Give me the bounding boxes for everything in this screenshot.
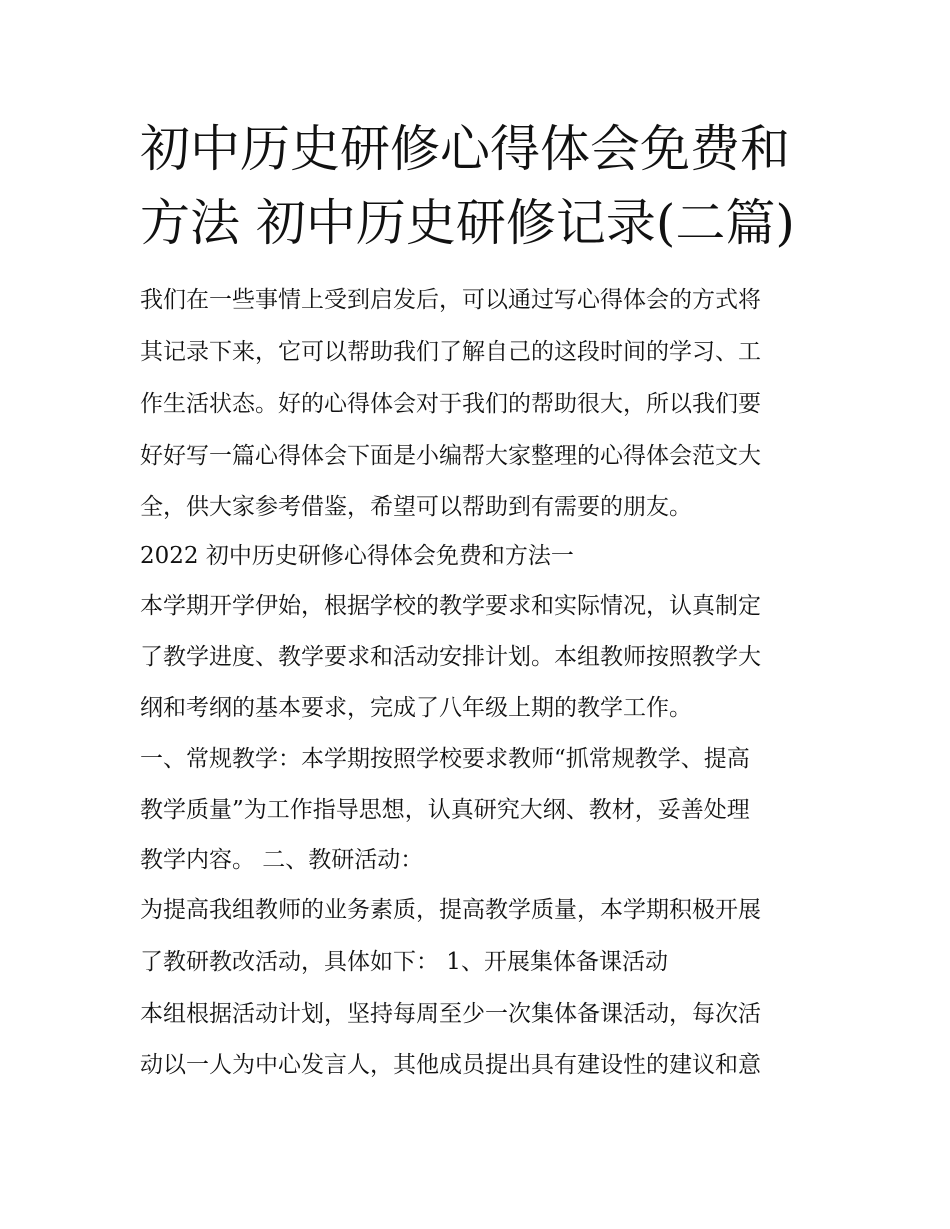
body-line: 作生活状态。好的心得体会对于我们的帮助很大，所以我们要 — [140, 391, 761, 417]
body-line: 纲和考纲的基本要求，完成了八年级上期的教学工作。 — [140, 695, 692, 721]
body-line: 其记录下来，它可以帮助我们了解自己的这段时间的学习、工 — [140, 339, 761, 365]
body-line: 本组根据活动计划，坚持每周至少一次集体备课活动，每次活 — [140, 1001, 761, 1027]
document-title — [140, 112, 820, 260]
body-line: 了教研教改活动，具体如下： 1、开展集体备课活动 — [140, 949, 668, 975]
body-line: 为提高我组教师的业务素质，提高教学质量，本学期积极开展 — [140, 897, 761, 923]
section-heading: 2022 初中历史研修心得体会免费和方法一 — [140, 543, 574, 569]
title-line: 初中历史研修心得体会免费和 — [140, 120, 790, 178]
body-line: 教学内容。 二、教研活动： — [140, 847, 424, 873]
body-line: 教学质量”为工作指导思想，认真研究大纲、教材，妥善处理 — [140, 797, 750, 823]
body-line: 一、常规教学：本学期按照学校要求教师“抓常规教学、提高 — [140, 746, 750, 772]
body-line: 了教学进度、教学要求和活动安排计划。本组教师按照教学大 — [140, 644, 761, 670]
body-line: 全，供大家参考借鉴，希望可以帮助到有需要的朋友。 — [140, 494, 692, 520]
title-line: 方法 初中历史研修记录(二篇) — [140, 194, 795, 252]
body-line: 本学期开学伊始，根据学校的教学要求和实际情况，认真制定 — [140, 593, 761, 619]
body-line: 我们在一些事情上受到启发后，可以通过写心得体会的方式将 — [140, 287, 761, 313]
body-line: 动以一人为中心发言人，其他成员提出具有建设性的建议和意 — [140, 1052, 761, 1078]
body-line: 好好写一篇心得体会下面是小编帮大家整理的心得体会范文大 — [140, 443, 761, 469]
